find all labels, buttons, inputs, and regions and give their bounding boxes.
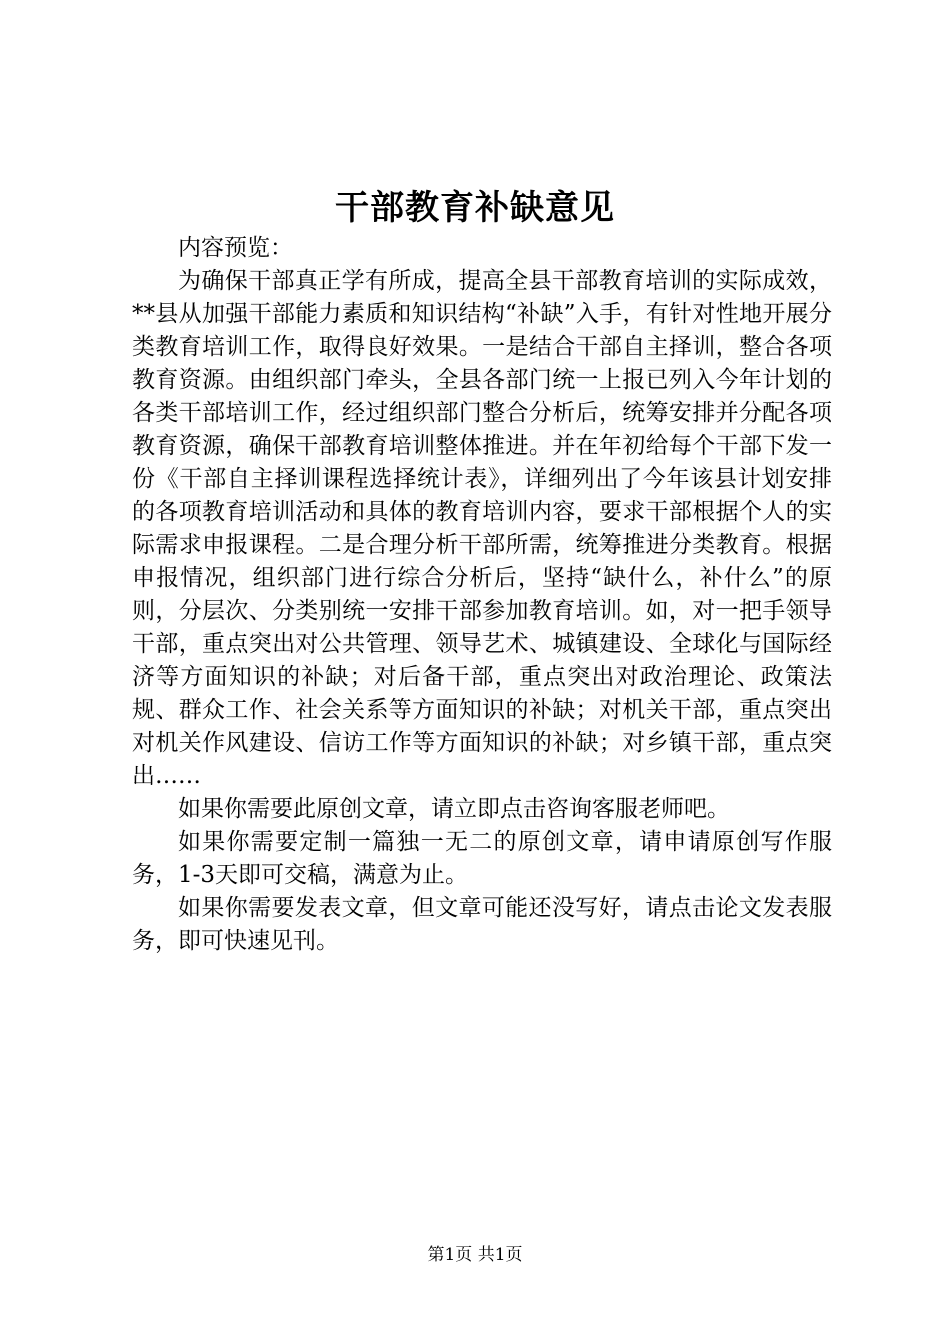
paragraph-custom-writing-link[interactable]: 如果你需要定制一篇独一无二的原创文章，请申请原创写作服务，1-3天即可交稿，满意为止。 [132, 829, 832, 888]
paragraph-consult-link[interactable]: 如果你需要此原创文章，请立即点击咨询客服老师吧。 [178, 796, 730, 822]
document-title: 干部教育补缺意见 [335, 188, 615, 228]
page-footer: 第1页 共1页 [427, 1245, 523, 1265]
paragraph-publish-link[interactable]: 如果你需要发表文章，但文章可能还没写好，请点击论文发表服务，即可快速见刊。 [132, 895, 832, 954]
preview-label: 内容预览： [178, 235, 293, 261]
document-body [132, 232, 832, 958]
paragraph-main: 为确保干部真正学有所成，提高全县干部教育培训的实际成效，**县从加强干部能力素质和知识结构“补缺”入手，有针对性地开展分类教育培训工作，取得良好效果。一是结合干部自主择训，整合各项教育资源。由组织部门牵头，全县各部门统一上报已列入今年计划的各类干部培训工作，经过组织部门整合分析后，统筹安排并分配各项教育资源，确保干部教育培训整体推进。并在年初给每个干部下发一份《干部自主择训课程选择统计表》，详细列出了今年该县计划安排的各项教育培训活动和具体的教育培训内容，要求干部根据个人的实际需求申报课程。二是合理分析干部所需，统筹推进分类教育。根据申报情况，组织部门进行综合分析后，坚持“缺什么，补什么”的原则，分层次、分类别统一安排干部参加教育培训。如，对一把手领导干部，重点突出对公共管理、领导艺术、城镇建设、全球化与国际经济等方面知识的补缺；对后备干部，重点突出对政治理论、政策法规、群众工作、社会关系等方面知识的补缺；对机关干部，重点突出对机关作风建设、信访工作等方面知识的补缺；对乡镇干部，重点突出…… [132, 268, 832, 789]
